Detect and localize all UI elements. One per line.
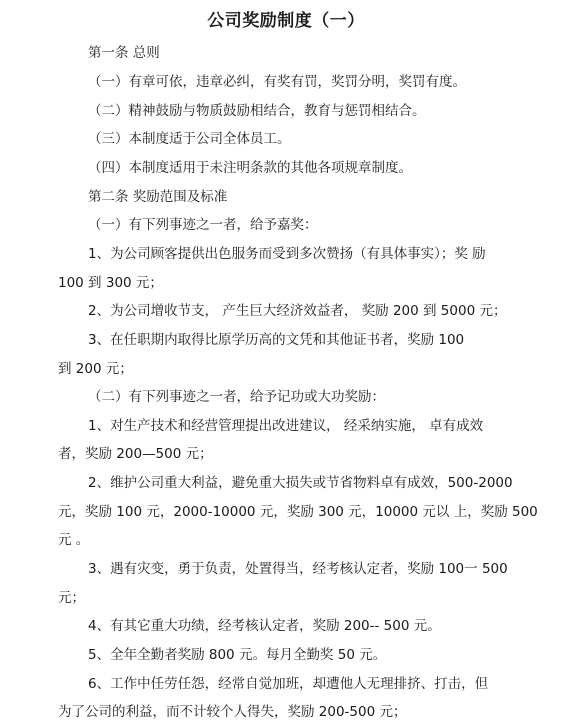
clause-line: 1、为公司顾客提供出色服务而受到多次赞扬（有具体事实）；奖 励: [88, 246, 486, 262]
clause-continuation: 元 。: [58, 532, 90, 548]
clause-line: 2、为公司增收节支， 产生巨大经济效益者， 奖励 200 到 5000 元；: [88, 303, 507, 319]
clause-line: 5、全年全勤者奖励 800 元。每月全勤奖 50 元。: [88, 647, 387, 663]
clause-continuation: 元，奖励 100 元，2000-10000 元，奖励 300 元，10000 元以 上，奖励 500: [58, 504, 538, 520]
section-heading: （一）有下列事迹之一者，给予嘉奖：: [88, 217, 318, 233]
clause-line: （二）精神鼓励与物质鼓励相结合，教育与惩罚相结合。: [88, 103, 426, 119]
clause-continuation: 100 到 300 元；: [58, 275, 163, 291]
clause-line: 3、在任职期内取得比原学历高的文凭和其他证书者，奖励 100: [88, 332, 465, 348]
clause-continuation: 到 200 元；: [58, 361, 133, 377]
clause-line: 1、对生产技术和经营管理提出改进建议， 经采纳实施， 卓有成效: [88, 418, 484, 434]
clause-line: （三）本制度适于公司全体员工。: [88, 131, 291, 147]
clause-line: 4、有其它重大功绩，经考核认定者，奖励 200-- 500 元。: [88, 618, 441, 634]
clause-continuation: 为了公司的利益，而不计较个人得失，奖励 200-500 元；: [58, 704, 407, 720]
section-heading: （二）有下列事迹之一者，给予记功或大功奖励：: [88, 389, 385, 405]
document-title: 公司奖励制度（一）: [207, 11, 365, 31]
clause-line: （一）有章可依，违章必纠，有奖有罚，奖罚分明，奖罚有度。: [88, 74, 466, 90]
clause-line: （四）本制度适用于未注明条款的其他各项规章制度。: [88, 160, 412, 176]
article-1-heading: 第一条 总则: [88, 45, 160, 61]
clause-continuation: 元；: [58, 590, 85, 606]
clause-line: 3、遇有灾变，勇于负责，处置得当，经考核认定者，奖励 100一 500: [88, 561, 508, 577]
clause-continuation: 者，奖励 200—500 元；: [58, 446, 213, 462]
clause-line: 6、工作中任劳任怨，经常自觉加班，却遭他人无理排挤、打击，但: [88, 676, 489, 692]
clause-line: 2、维护公司重大利益，避免重大损失或节省物料卓有成效，500-2000: [88, 475, 513, 491]
article-2-heading: 第二条 奖励范围及标准: [88, 189, 228, 205]
